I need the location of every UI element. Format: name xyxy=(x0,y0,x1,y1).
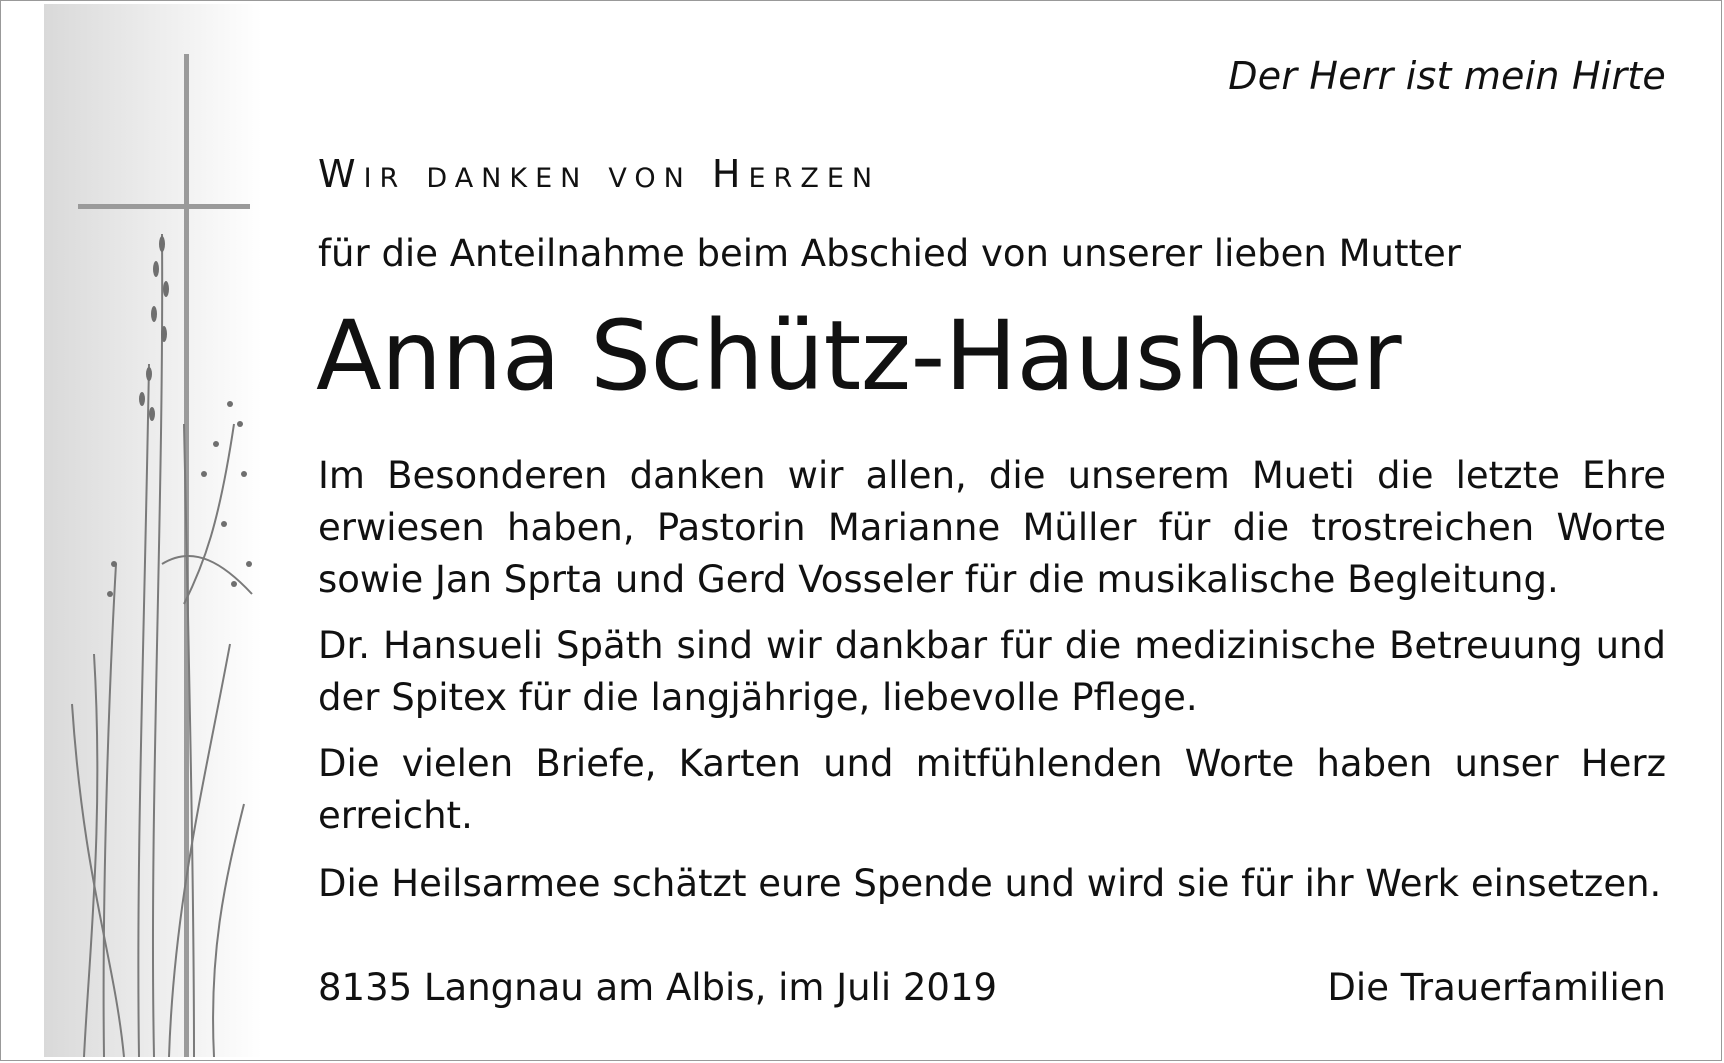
signature: Die Trauerfamilien xyxy=(1327,966,1666,1009)
paragraph-donation: Die Heilsarmee schätzt eure Spende und wird sie für ihr Werk einsetzen. xyxy=(318,862,1662,905)
paragraph-care: Dr. Hansueli Späth sind wir dankbar für die medizinische Betreuung und der Spitex für die langjährige, liebevolle Pflege. xyxy=(318,624,1666,719)
cross-with-grasses-icon xyxy=(44,4,262,1057)
place-date: 8135 Langnau am Albis, im Juli 2019 xyxy=(318,966,998,1009)
heading: Wir danken von Herzen xyxy=(318,152,881,196)
paragraph-letters: Die vielen Briefe, Karten und mitfühlenden Worte haben unser Herz erreicht. xyxy=(318,742,1666,837)
subline: für die Anteilnahme beim Abschied von unserer lieben Mutter xyxy=(318,232,1461,275)
paragraph-thanks: Im Besonderen danken wir allen, die unserem Mueti die letzte Ehre erwiesen haben, Pastorin Marianne Müller für die trostreichen Worte sowie Jan Sprta und Gerd Vosseler für die musikalische Begleitung. xyxy=(318,454,1666,601)
deceased-name: Anna Schütz-Hausheer xyxy=(316,300,1402,412)
motto: Der Herr ist mein Hirte xyxy=(1228,54,1666,98)
